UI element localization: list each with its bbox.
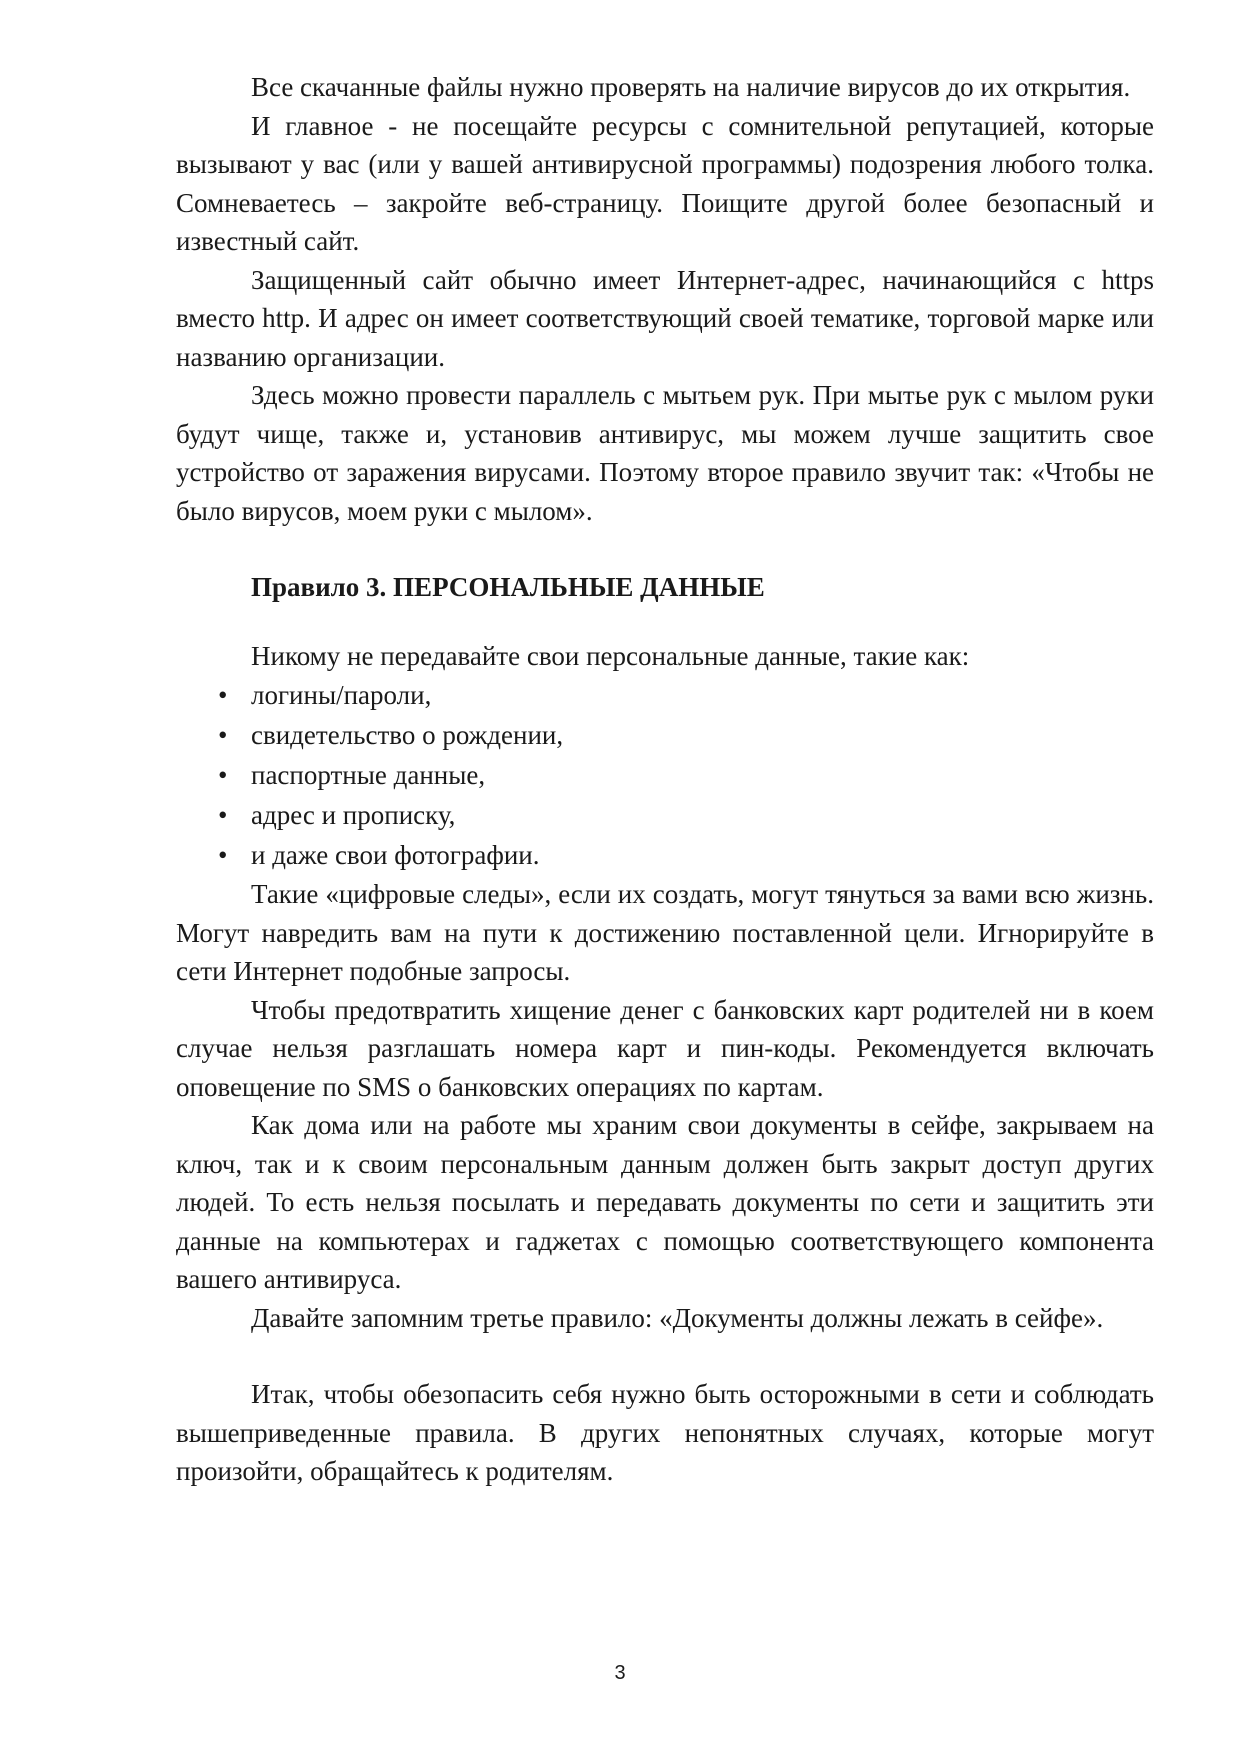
paragraph-third-rule: Давайте запомним третье правило: «Документы должны лежать в сейфе». xyxy=(251,1302,1104,1333)
list-item: • паспортные данные, xyxy=(176,755,1154,795)
document-page xyxy=(176,68,1154,1491)
paragraph-scan-files: Все скачанные файлы нужно проверять на наличие вирусов до их открытия. xyxy=(251,72,1131,102)
bullet-icon: • xyxy=(218,720,228,750)
page-number: 3 xyxy=(614,1662,626,1684)
section-heading-rule-3: Правило 3. ПЕРСОНАЛЬНЫЕ ДАННЫЕ xyxy=(251,572,765,602)
personal-data-list xyxy=(176,675,1154,875)
list-item: • логины/пароли, xyxy=(176,675,1154,715)
list-item: • и даже свои фотографии. xyxy=(176,835,1154,875)
paragraph-documents-safe: Как дома или на работе мы храним свои документы в сейфе, закрываем на ключ, так и к своим персональным данным должен быть закрыт доступ других людей. То есть нельзя посылать и передавать документы по сети и защитить эти данные на компьютерах и гаджетах с помощью соответствующего компонента вашего антивируса. xyxy=(176,1110,1154,1294)
paragraph-digital-footprints: Такие «цифровые следы», если их создать, могут тянуться за вами всю жизнь. Могут навредить вам на пути к достижению поставленной цели. Игнорируйте в сети Интернет подобные запросы. xyxy=(176,879,1154,986)
paragraph-bank-cards: Чтобы предотвратить хищение денег с банковских карт родителей ни в коем случае нельзя разглашать номера карт и пин-коды. Рекомендуется включать оповещение по SMS о банковских операциях по картам. xyxy=(176,994,1154,1102)
paragraph-avoid-dubious-sites: И главное - не посещайте ресурсы с сомнительной репутацией, которые вызывают у вас (или у вашей антивирусной программы) подозрения любого толка. Сомневаетесь – закройте веб-страницу. Поищите другой более безопасный и известный сайт. xyxy=(176,110,1154,256)
paragraph-secure-site: Защищенный сайт обычно имеет Интернет-адрес, начинающийся с https вместо http. И адрес он имеет соответствующий своей тематике, торговой марке или названию организации. xyxy=(176,264,1154,372)
bullet-icon: • xyxy=(218,760,228,790)
bullet-icon: • xyxy=(218,800,228,830)
bullet-icon: • xyxy=(218,840,228,870)
paragraph-conclusion: Итак, чтобы обезопасить себя нужно быть осторожными в сети и соблюдать вышеприведенные правила. В других непонятных случаях, которые могут произойти, обращайтесь к родителям. xyxy=(176,1379,1154,1486)
list-item: • адрес и прописку, xyxy=(176,795,1154,835)
bullet-icon: • xyxy=(218,680,228,710)
paragraph-intro: Никому не передавайте свои персональные данные, такие как: xyxy=(251,640,970,671)
paragraph-hand-washing: Здесь можно провести параллель с мытьем рук. При мытье рук с мылом руки будут чище, также и, установив антивирус, мы можем лучше защитить свое устройство от заражения вирусами. Поэтому второе правило звучит так: «Чтобы не было вирусов, моем руки с мылом». xyxy=(176,380,1154,526)
list-item: • свидетельство о рождении, xyxy=(176,715,1154,755)
